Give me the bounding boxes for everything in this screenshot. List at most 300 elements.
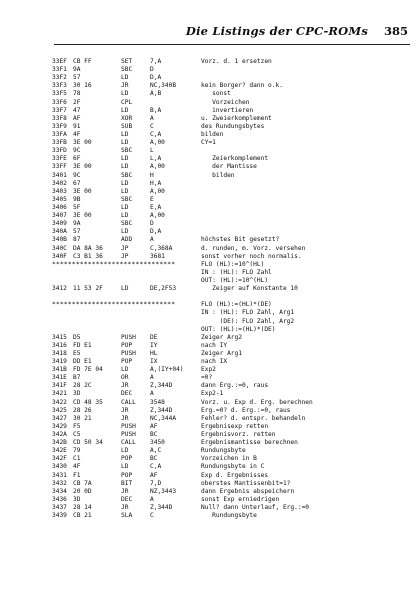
operands: C	[150, 122, 154, 130]
operands: Z,344D	[150, 406, 173, 414]
comment: Exp2-1	[201, 390, 224, 398]
comment: Zeiger Arg1	[201, 349, 242, 357]
comment: Erg.=0? d. Erg.:=0, raus	[201, 406, 291, 414]
listing-line	[52, 374, 412, 382]
address: 3419	[52, 358, 67, 366]
page-header	[0, 24, 420, 40]
address: 33FA	[52, 130, 67, 138]
opcode-bytes: 78	[73, 90, 81, 98]
running-title: Die Listings der CPC-ROMs	[185, 24, 368, 38]
mnemonic: LD	[121, 155, 129, 163]
operands: L	[150, 147, 154, 155]
listing-line	[52, 253, 412, 261]
opcode-bytes: 4F	[73, 463, 81, 471]
comment: Rundungsbyte	[201, 447, 246, 455]
comment: (DE): FLO Zahl, Arg2	[201, 317, 295, 325]
address: 33FF	[52, 163, 67, 171]
comment: der Mantisse	[201, 163, 257, 171]
listing-line	[52, 342, 412, 350]
listing-line	[52, 90, 412, 98]
opcode-bytes: 3E 00	[73, 163, 92, 171]
listing-line	[52, 220, 412, 228]
operands: C,A	[150, 463, 162, 471]
comment: dann Erg.:=0, raus	[201, 382, 269, 390]
address: 3401	[52, 171, 67, 179]
address: 33F6	[52, 98, 67, 106]
opcode-bytes: 57	[73, 228, 81, 236]
opcode-bytes: 3E 00	[73, 212, 92, 220]
mnemonic: POP	[121, 358, 133, 366]
listing-line	[52, 496, 412, 504]
listing-line	[52, 188, 412, 196]
opcode-bytes: 3E 00	[73, 139, 92, 147]
mnemonic: JR	[121, 487, 129, 495]
listing-line	[52, 107, 412, 115]
comment: Zeiger auf Konstante 10	[201, 285, 298, 293]
mnemonic: LD	[121, 212, 129, 220]
listing-line	[52, 196, 412, 204]
mnemonic: LD	[121, 285, 129, 293]
address: 342B	[52, 439, 67, 447]
opcode-bytes: CB FF	[73, 58, 92, 65]
comment: sonst vorher noch normalis.	[201, 252, 302, 260]
address: 3430	[52, 463, 67, 471]
address: 33F9	[52, 122, 67, 130]
opcode-bytes: D5	[73, 333, 81, 341]
listing-line	[52, 155, 412, 163]
comment: nach IX	[201, 358, 228, 366]
listing-line	[52, 123, 412, 131]
comment: oberstes Mantissenbit=1?	[201, 479, 291, 487]
comment: Rundungsbyte	[201, 512, 257, 520]
mnemonic: LD	[121, 463, 129, 471]
listing-line	[52, 407, 412, 415]
opcode-bytes: C1	[73, 455, 81, 463]
mnemonic: DEC	[121, 390, 133, 398]
opcode-bytes: DA 8A 36	[73, 244, 103, 252]
opcode-bytes: FD 7E 04	[73, 366, 103, 374]
operands: D,A	[150, 74, 162, 82]
listing-line	[52, 423, 412, 431]
listing-line	[52, 480, 412, 488]
opcode-bytes: 30 21	[73, 414, 92, 422]
opcode-bytes: CB 7A	[73, 479, 92, 487]
listing-line	[52, 147, 412, 155]
mnemonic: POP	[121, 455, 133, 463]
mnemonic: JR	[121, 382, 129, 390]
address: 342F	[52, 455, 67, 463]
operands: Z,344D	[150, 504, 173, 512]
opcode-bytes: 28 14	[73, 504, 92, 512]
opcode-bytes: 87	[73, 236, 81, 244]
operands: A,00	[150, 212, 165, 220]
opcode-bytes: 6F	[73, 155, 81, 163]
listing-line	[52, 390, 412, 398]
mnemonic: LD	[121, 139, 129, 147]
mnemonic: CALL	[121, 439, 136, 447]
opcode-bytes: 3D	[73, 390, 81, 398]
mnemonic: JR	[121, 504, 129, 512]
mnemonic: LD	[121, 179, 129, 187]
listing-line	[52, 293, 412, 301]
listing-line	[52, 326, 412, 334]
separator-stars: *******************************	[52, 260, 176, 268]
comment: OUT: (HL):=(HL)*(DE)	[201, 325, 276, 333]
separator-stars: *******************************	[52, 301, 176, 309]
operands: 7,A	[150, 58, 162, 65]
operands: H,A	[150, 179, 162, 187]
listing-line	[52, 431, 412, 439]
address: 3439	[52, 512, 67, 520]
address: 3422	[52, 398, 67, 406]
address: 33FE	[52, 155, 67, 163]
operands: A,B	[150, 90, 162, 98]
listing-line	[52, 358, 412, 366]
operands: L,A	[150, 155, 162, 163]
listing-line	[52, 269, 412, 277]
listing-line	[52, 334, 412, 342]
listing-line	[52, 455, 412, 463]
comment: FLO (HL):=10^(HL)	[201, 260, 265, 268]
operands: IY	[150, 341, 158, 349]
address: 342E	[52, 447, 67, 455]
address: 33F7	[52, 106, 67, 114]
comment: Fehler? d. entspr. behandeln	[201, 414, 306, 422]
listing-line	[52, 350, 412, 358]
listing-line	[52, 163, 412, 171]
mnemonic: LD	[121, 203, 129, 211]
mnemonic: SBC	[121, 171, 133, 179]
operands: D,A	[150, 228, 162, 236]
comment: invertieren	[201, 106, 254, 114]
opcode-bytes: E5	[73, 349, 81, 357]
opcode-bytes: 57	[73, 74, 81, 82]
listing-line	[52, 180, 412, 188]
opcode-bytes: 91	[73, 122, 81, 130]
listing-line	[52, 82, 412, 90]
comment: Rundungsbyte in C	[201, 463, 265, 471]
comment: Vorzeichen in B	[201, 455, 257, 463]
mnemonic: DEC	[121, 495, 133, 503]
comment: d. runden, m. Vorz. versehen	[201, 244, 306, 252]
opcode-bytes: F1	[73, 471, 81, 479]
opcode-bytes: 9A	[73, 220, 81, 228]
opcode-bytes: DD E1	[73, 358, 92, 366]
assembly-listing	[52, 58, 412, 520]
opcode-bytes: 67	[73, 179, 81, 187]
comment: Exp2	[201, 366, 216, 374]
opcode-bytes: 20 0D	[73, 487, 92, 495]
mnemonic: SBC	[121, 195, 133, 203]
opcode-bytes: 9C	[73, 147, 81, 155]
address: 3403	[52, 187, 67, 195]
mnemonic: JR	[121, 82, 129, 90]
operands: C,A	[150, 130, 162, 138]
listing-line	[52, 399, 412, 407]
comment: bilden	[201, 130, 224, 138]
mnemonic: LD	[121, 74, 129, 82]
listing-line	[52, 212, 412, 220]
address: 340A	[52, 228, 67, 236]
mnemonic: SBC	[121, 66, 133, 74]
address: 340F	[52, 252, 67, 260]
operands: E	[150, 195, 154, 203]
operands: IX	[150, 358, 158, 366]
address: 33F5	[52, 90, 67, 98]
mnemonic: LD	[121, 187, 129, 195]
opcode-bytes: 11 53 2F	[73, 285, 103, 293]
comment: nach IY	[201, 341, 228, 349]
address: 3416	[52, 341, 67, 349]
mnemonic: CPL	[121, 98, 133, 106]
address: 341B	[52, 366, 67, 374]
address: 3418	[52, 349, 67, 357]
comment: Vorzeichen	[201, 98, 250, 106]
operands: A	[150, 390, 154, 398]
comment: sonst	[201, 90, 231, 98]
operands: 3548	[150, 398, 165, 406]
mnemonic: SLA	[121, 512, 133, 520]
operands: A,00	[150, 187, 165, 195]
address: 3432	[52, 479, 67, 487]
address: 3402	[52, 179, 67, 187]
listing-line	[52, 301, 412, 309]
operands: A,00	[150, 139, 165, 147]
mnemonic: PUSH	[121, 422, 136, 430]
address: 3421	[52, 390, 67, 398]
comment: CY=1	[201, 139, 216, 147]
address: 3437	[52, 504, 67, 512]
opcode-bytes: C5	[73, 431, 81, 439]
comment: Exp d. Ergebnisses	[201, 471, 269, 479]
opcode-bytes: 30 16	[73, 82, 92, 90]
comment: Zeiger Arg2	[201, 333, 242, 341]
address: 342A	[52, 431, 67, 439]
operands: A,(IY+04)	[150, 366, 184, 374]
mnemonic: SBC	[121, 220, 133, 228]
address: 341F	[52, 382, 67, 390]
opcode-bytes: 47	[73, 106, 81, 114]
listing-line	[52, 318, 412, 326]
listing-line	[52, 131, 412, 139]
opcode-bytes: CD 48 35	[73, 398, 103, 406]
comment: dann Ergebnis abspeichern	[201, 487, 295, 495]
operands: D	[150, 66, 154, 74]
operands: AF	[150, 422, 158, 430]
listing-line	[52, 261, 412, 269]
listing-line	[52, 472, 412, 480]
mnemonic: XOR	[121, 114, 133, 122]
listing-line	[52, 285, 412, 293]
listing-line	[52, 488, 412, 496]
listing-line	[52, 277, 412, 285]
opcode-bytes: F5	[73, 422, 81, 430]
address: 3431	[52, 471, 67, 479]
mnemonic: LD	[121, 366, 129, 374]
listing-line	[52, 382, 412, 390]
operands: A,C	[150, 447, 162, 455]
mnemonic: LD	[121, 90, 129, 98]
address: 33F2	[52, 74, 67, 82]
address: 3406	[52, 203, 67, 211]
address: 33FD	[52, 147, 67, 155]
operands: D	[150, 220, 154, 228]
operands: BC	[150, 455, 158, 463]
address: 341E	[52, 374, 67, 382]
address: 3427	[52, 414, 67, 422]
address: 33F3	[52, 82, 67, 90]
mnemonic: PUSH	[121, 431, 136, 439]
mnemonic: PUSH	[121, 349, 136, 357]
comment: Ergebnismantisse berechnen	[201, 439, 298, 447]
mnemonic: LD	[121, 447, 129, 455]
listing-line	[52, 447, 412, 455]
listing-line	[52, 74, 412, 82]
comment: FLO (HL):=(HL)*(DE)	[201, 301, 272, 309]
address: 3436	[52, 495, 67, 503]
opcode-bytes: 79	[73, 447, 81, 455]
mnemonic: POP	[121, 341, 133, 349]
mnemonic: SET	[121, 58, 133, 65]
listing-line	[52, 504, 412, 512]
mnemonic: LD	[121, 130, 129, 138]
listing-line	[52, 58, 412, 66]
operands: HL	[150, 349, 158, 357]
comment: bilden	[201, 171, 235, 179]
listing-line	[52, 99, 412, 107]
listing-line	[52, 512, 412, 520]
address: 3405	[52, 195, 67, 203]
comment: =0?	[201, 374, 213, 382]
page-number: 385	[383, 24, 408, 38]
comment: Vorz. d. 1 ersetzen	[201, 58, 272, 65]
operands: NC,344A	[150, 414, 177, 422]
listing-line	[52, 415, 412, 423]
mnemonic: SBC	[121, 147, 133, 155]
operands: NC,340B	[150, 82, 177, 90]
listing-line	[52, 172, 412, 180]
opcode-bytes: 3E 00	[73, 187, 92, 195]
listing-line	[52, 236, 412, 244]
comment: OUT: (HL):=10^(HL)	[201, 276, 269, 284]
operands: 7,D	[150, 479, 162, 487]
opcode-bytes: B7	[73, 374, 81, 382]
opcode-bytes: 9C	[73, 171, 81, 179]
opcode-bytes: 28 26	[73, 406, 92, 414]
opcode-bytes: 2F	[73, 98, 81, 106]
address: 3409	[52, 220, 67, 228]
operands: A	[150, 495, 154, 503]
comment: Null? dann Unterlauf, Erg.:=0	[201, 504, 310, 512]
mnemonic: POP	[121, 471, 133, 479]
listing-line	[52, 366, 412, 374]
comment: sonst Exp erniedrigen	[201, 495, 280, 503]
address: 33EF	[52, 58, 67, 65]
opcode-bytes: 9B	[73, 195, 81, 203]
address: 33F1	[52, 66, 67, 74]
operands: E,A	[150, 203, 162, 211]
comment: u. Zweierkomplement	[201, 114, 272, 122]
operands: DE	[150, 333, 158, 341]
opcode-bytes: AF	[73, 114, 81, 122]
listing-line	[52, 439, 412, 447]
address: 340B	[52, 236, 67, 244]
operands: BC	[150, 431, 158, 439]
operands: H	[150, 171, 154, 179]
mnemonic: LD	[121, 163, 129, 171]
address: 3412	[52, 285, 67, 293]
listing-line	[52, 245, 412, 253]
mnemonic: JR	[121, 406, 129, 414]
mnemonic: CALL	[121, 398, 136, 406]
mnemonic: OR	[121, 374, 129, 382]
operands: Z,344D	[150, 382, 173, 390]
address: 3407	[52, 212, 67, 220]
operands: A	[150, 236, 154, 244]
comment: IN : (HL): FLO Zahl, Arg1	[201, 309, 295, 317]
address: 33FB	[52, 139, 67, 147]
mnemonic: BIT	[121, 479, 133, 487]
mnemonic: SUB	[121, 122, 133, 130]
opcode-bytes: FD E1	[73, 341, 92, 349]
comment: Ergebnisvorz. retten	[201, 431, 276, 439]
listing-line	[52, 309, 412, 317]
listing-line	[52, 228, 412, 236]
operands: B,A	[150, 106, 162, 114]
mnemonic: ADD	[121, 236, 133, 244]
comment: kein Borger? dann o.k.	[201, 82, 283, 90]
mnemonic: LD	[121, 106, 129, 114]
operands: C	[150, 512, 154, 520]
address: 3415	[52, 333, 67, 341]
comment: IN : (HL): FLO Zahl	[201, 268, 272, 276]
address: 3429	[52, 422, 67, 430]
operands: A	[150, 114, 154, 122]
opcode-bytes: CB 21	[73, 512, 92, 520]
address: 340C	[52, 244, 67, 252]
opcode-bytes: 3D	[73, 495, 81, 503]
address: 3425	[52, 406, 67, 414]
opcode-bytes: 28 2C	[73, 382, 92, 390]
operands: 3450	[150, 439, 165, 447]
operands: DE,2F53	[150, 285, 177, 293]
mnemonic: PUSH	[121, 333, 136, 341]
address: 3434	[52, 487, 67, 495]
address: 33F8	[52, 114, 67, 122]
comment: des Rundungsbytes	[201, 122, 265, 130]
listing-line	[52, 66, 412, 74]
listing-line	[52, 463, 412, 471]
opcode-bytes: C3 B1 36	[73, 252, 103, 260]
opcode-bytes: 9A	[73, 66, 81, 74]
operands: AF	[150, 471, 158, 479]
mnemonic: JR	[121, 414, 129, 422]
mnemonic: JP	[121, 252, 129, 260]
mnemonic: JP	[121, 244, 129, 252]
operands: 3681	[150, 252, 165, 260]
operands: C,368A	[150, 244, 173, 252]
comment: Zeierkomplement	[201, 155, 269, 163]
listing-line	[52, 204, 412, 212]
opcode-bytes: 4F	[73, 130, 81, 138]
comment: höchstes Bit gesetzt?	[201, 236, 280, 244]
header-rule	[54, 44, 410, 45]
opcode-bytes: CD 50 34	[73, 439, 103, 447]
operands: NZ,3443	[150, 487, 177, 495]
comment: Vorz. u. Exp d. Erg. berechnen	[201, 398, 313, 406]
opcode-bytes: 5F	[73, 203, 81, 211]
listing-line	[52, 115, 412, 123]
